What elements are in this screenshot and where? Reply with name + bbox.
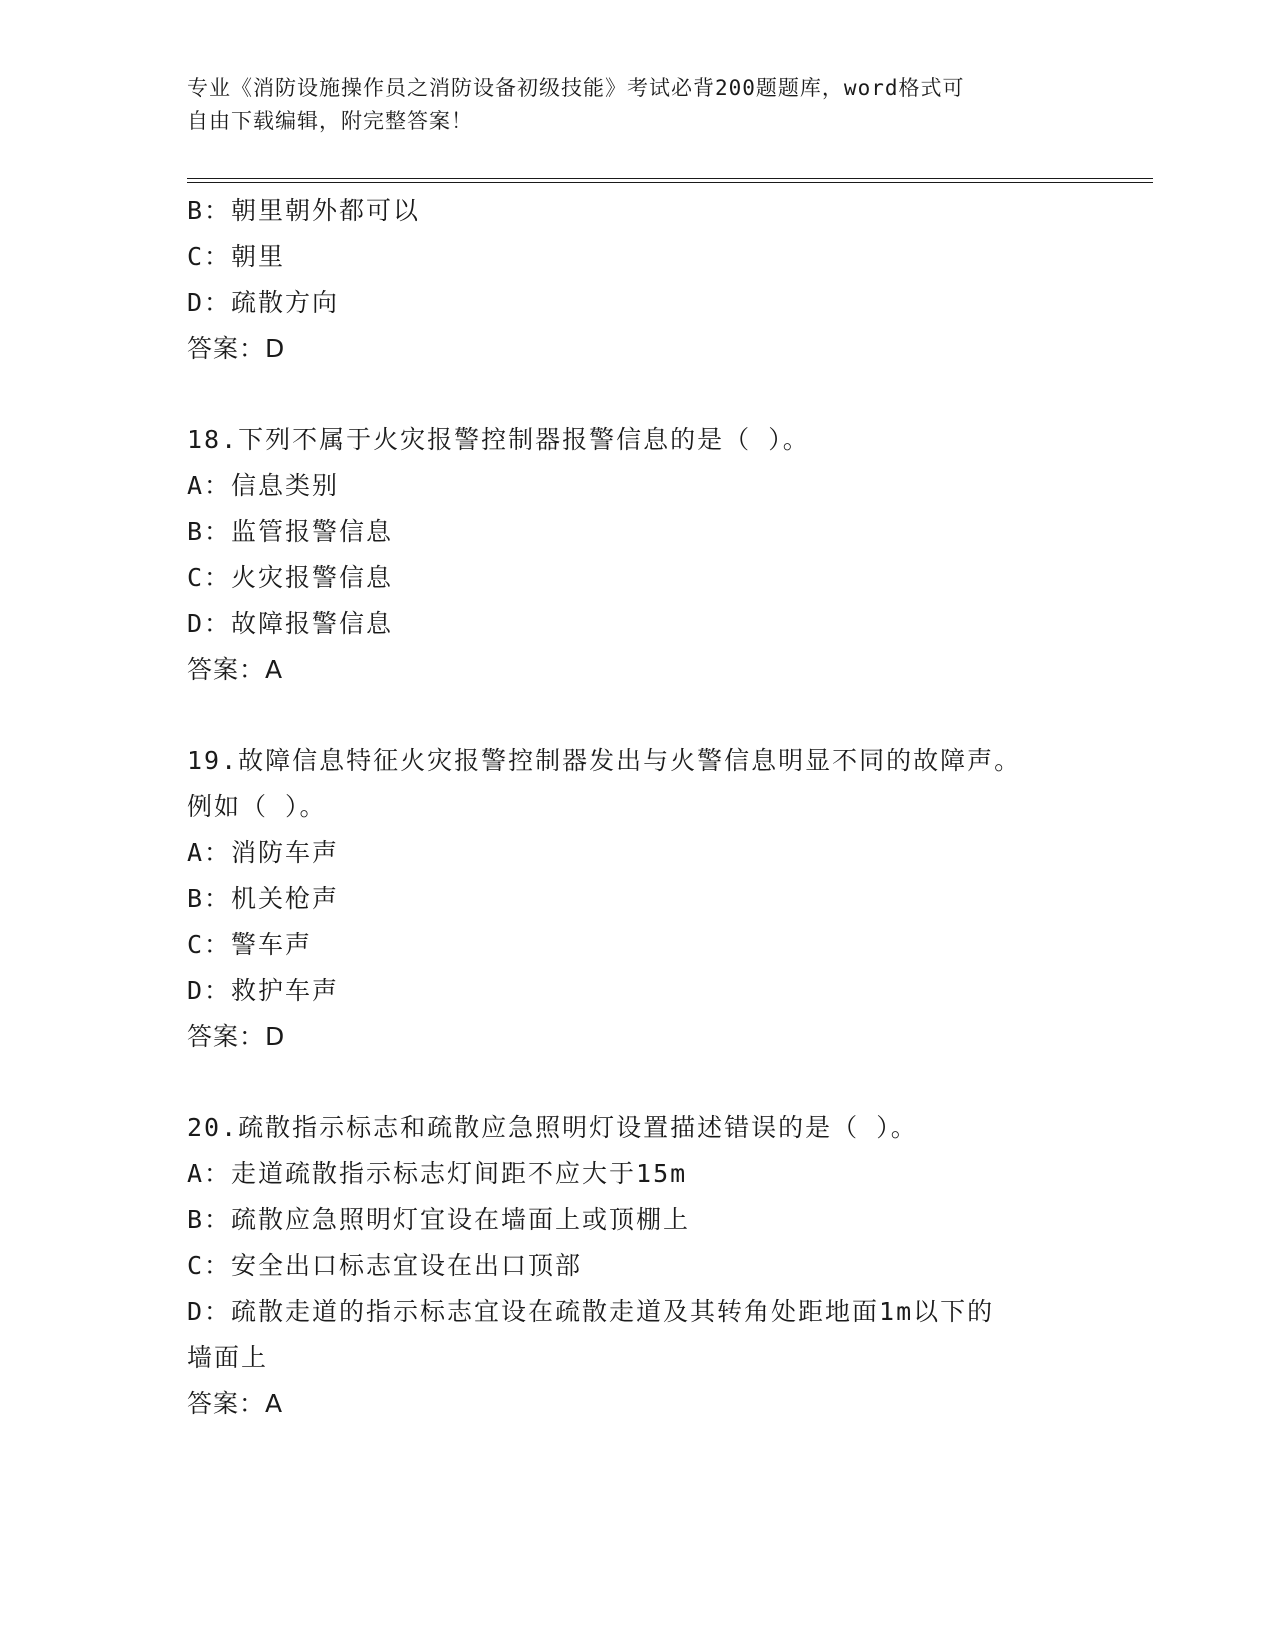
option-d: D：救护车声 bbox=[187, 976, 340, 1005]
spacer bbox=[187, 372, 1087, 417]
answer-line: 答案：D bbox=[187, 1022, 286, 1051]
option-c: C：安全出口标志宜设在出口顶部 bbox=[187, 1251, 583, 1280]
question-20 bbox=[187, 1105, 1087, 1427]
question-stem: 20.疏散指示标志和疏散应急照明灯设置描述错误的是（ ）。 bbox=[187, 1113, 918, 1142]
answer-line: 答案：A bbox=[187, 1389, 284, 1418]
question-18 bbox=[187, 417, 1087, 693]
option-a: A：消防车声 bbox=[187, 838, 340, 867]
spacer bbox=[187, 1060, 1087, 1105]
question-list bbox=[187, 188, 1087, 1427]
option-c: C：火灾报警信息 bbox=[187, 563, 394, 592]
option-d-line-1: D：疏散走道的指示标志宜设在疏散走道及其转角处距地面1m以下的 bbox=[187, 1297, 995, 1326]
option-a: A：信息类别 bbox=[187, 471, 340, 500]
option-c: C：朝里 bbox=[187, 242, 286, 271]
question-stem: 18.下列不属于火灾报警控制器报警信息的是（ ）。 bbox=[187, 425, 810, 454]
option-b: B：朝里朝外都可以 bbox=[187, 196, 421, 225]
answer-line: 答案：D bbox=[187, 334, 286, 363]
question-19 bbox=[187, 738, 1087, 1060]
question-17-tail bbox=[187, 188, 1087, 372]
option-b: B：机关枪声 bbox=[187, 884, 340, 913]
header-line-1: 专业《消防设施操作员之消防设备初级技能》考试必背200题题库，word格式可 bbox=[187, 76, 965, 100]
spacer bbox=[187, 693, 1087, 738]
option-d: D：疏散方向 bbox=[187, 288, 340, 317]
answer-line: 答案：A bbox=[187, 655, 284, 684]
header-rule-top bbox=[187, 178, 1153, 179]
question-stem-line-2: 例如（ ）。 bbox=[187, 792, 327, 821]
option-b: B：疏散应急照明灯宜设在墙面上或顶棚上 bbox=[187, 1205, 691, 1234]
option-d: D：故障报警信息 bbox=[187, 609, 394, 638]
option-c: C：警车声 bbox=[187, 930, 313, 959]
header-rule-bottom bbox=[187, 182, 1153, 183]
header-line-2: 自由下载编辑，附完整答案！ bbox=[187, 109, 473, 133]
option-a: A：走道疏散指示标志灯间距不应大于15m bbox=[187, 1159, 688, 1188]
document-header bbox=[187, 72, 1067, 138]
option-b: B：监管报警信息 bbox=[187, 517, 394, 546]
question-stem-line-1: 19.故障信息特征火灾报警控制器发出与火警信息明显不同的故障声。 bbox=[187, 746, 1022, 775]
option-d-line-2: 墙面上 bbox=[187, 1343, 269, 1372]
